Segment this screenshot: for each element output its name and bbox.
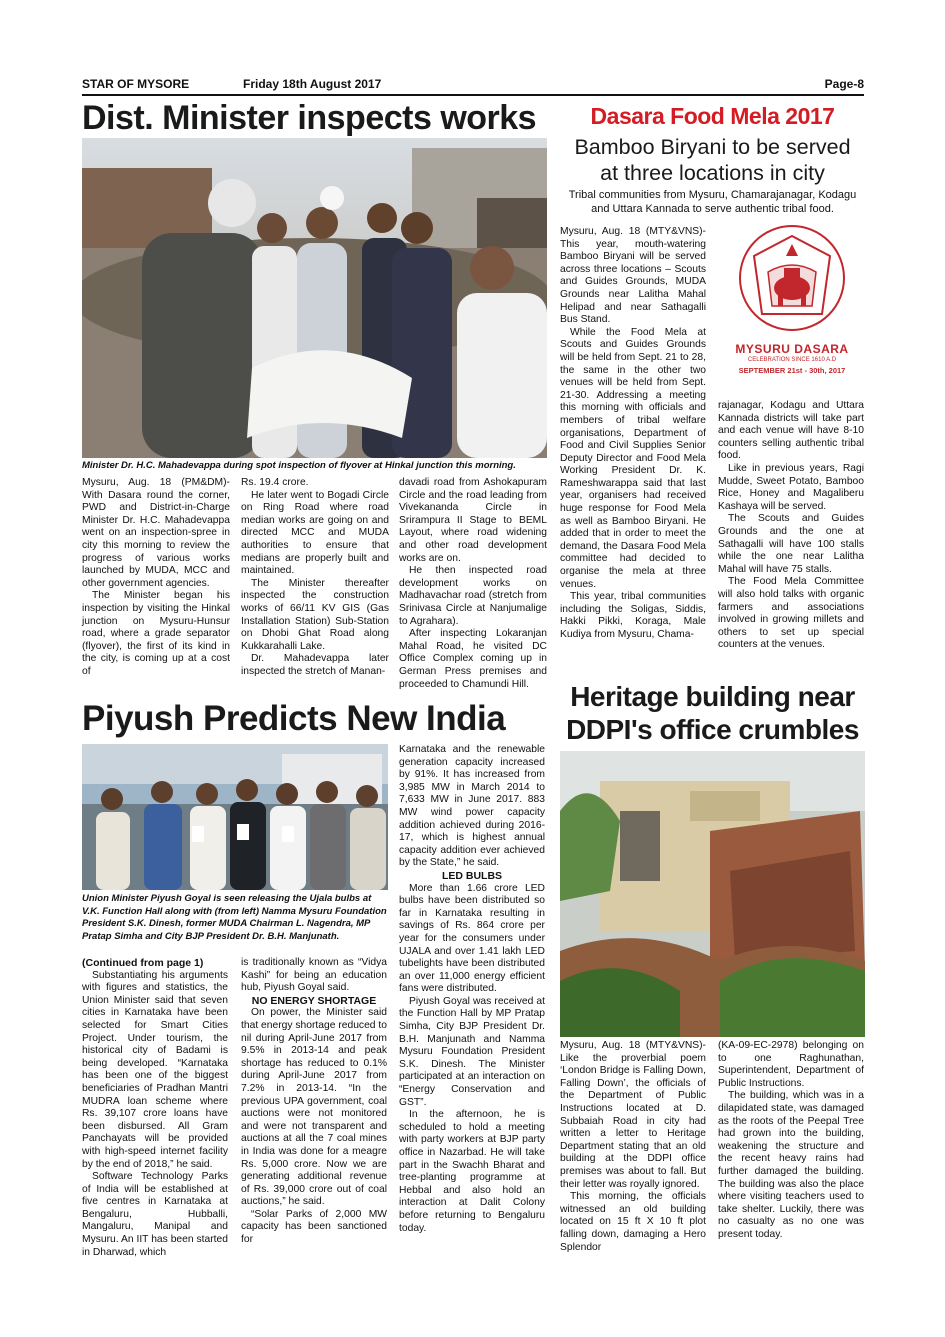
story3-headline: Piyush Predicts New India xyxy=(82,699,506,738)
subhead-led-bulbs: LED BULBS xyxy=(441,869,503,882)
story4-col1-para: Mysuru, Aug. 18 (MTY&VNS)- Like the proverbial poem ‘London Bridge is Falling Down, Falling Down’, the officials of the Department of Public Instructions located at D. Subbaiah Road in city had written a letter to Heritage Department stating that an old building at the DDPI office premises was about to fall. But their letter was royally ignored. xyxy=(560,1040,706,1190)
story1-col2-para: Dr. Mahadevappa later inspected the stretch of Manan- xyxy=(241,653,389,677)
story4-col1-para: This morning, the officials witnessed an old building located on 15 ft X 10 ft plot falling down, damaging a Hero Splendor xyxy=(560,1191,706,1253)
story2-headline-line1: Bamboo Biryani to be served xyxy=(574,135,851,159)
page-number: Page-8 xyxy=(824,77,864,91)
story3-column-1 xyxy=(82,957,228,1259)
continued-note: (Continued from page 1) xyxy=(82,957,204,969)
story4-col2-para: (KA-09-EC-2978) belonging on to one Raghunathan, Superintendent, Department of Public Instructions. xyxy=(718,1040,864,1089)
logo-since: CELEBRATION SINCE 1610 A.D xyxy=(747,357,837,363)
story4-headline-line1: Heritage building near xyxy=(570,681,855,712)
subhead-no-energy-shortage: NO ENERGY SHORTAGE xyxy=(251,994,377,1007)
food-mela-kicker: Dasara Food Mela 2017 xyxy=(590,103,835,129)
story2-col1-para: While the Food Mela at Scouts and Guides Grounds will be held from Sept. 21 to 28, the same in the other two venues will be held from Sept. 21-30. Addressing a meeting this morning with officials and members of tribal welfare organisations, Department of Food and Civil Supplies Senior Deputy Director and Food Mela Working President Dr. K. Rameshwarappa said that last year, organisers had received huge response for Food Mela as well as Bamboo Biryani. He added that in order to meet the demand, the Dasara Food Mela committee had decided to organise the mela at three venues. xyxy=(560,326,706,590)
story1-column-2 xyxy=(241,477,389,679)
story3-col3-para: Piyush Goyal was received at the Function Hall by MP Pratap Simha, City BJP President Dr. B.H. Manjunath and Namma Mysuru Foundation President S.K. Dinesh. The Minister participated at an interaction on “Energy Conservation and GST”. xyxy=(399,995,545,1108)
story1-column-1 xyxy=(82,477,230,679)
story4-col2-para: The building, which was in a dilapidated state, was damaged as the roots of the Peepal Tree had grown into the building, weakening the structure and the recent heavy rains had further damaged the building. The building was also the place where visiting teachers used to take shelter. Luckily, there was no casualty as no one was present today. xyxy=(718,1090,864,1240)
story3-col2-para: is traditionally known as “Vidya Kashi” for being an education hub, Piyush Goyal said. xyxy=(241,957,387,994)
story1-col1-para: Mysuru, Aug. 18 (PM&DM)- With Dasara round the corner, PWD and District-in-Charge Minister Dr. H.C. Mahadevappa went on an inspection-spree in city this morning to review the progress of various works launched by MUDA, MCC and other government agencies. xyxy=(82,477,230,589)
paper-name: STAR OF MYSORE xyxy=(82,77,190,91)
story3-column-2 xyxy=(241,957,387,1247)
story1-col3-para: After inspecting Lokaranjan Mahal Road, he visited DC Office Complex coming up in German Press premises and proceeded to Chamundi Hill. xyxy=(399,628,547,690)
story4-headline-line2: DDPI's office crumbles xyxy=(566,714,859,745)
story3-col2-para: On power, the Minister said that energy shortage reduced to nil during April-June 2017 from 9.5% in 2013-14 and peak shortage has reduced to 0.1% during April-June 2017 from 7.2% in 2013-14. “In the previous UPA government, coal auctions were not monitored and were not transparent and auctions at all the 7 coal mines in India was done for a meagre Rs. 5,000 crore. Now we are generating additional revenue of Rs. 39,000 crore out of coal auctions,” he said. xyxy=(241,1007,387,1208)
story4-column-2 xyxy=(718,1040,864,1242)
story2-headline-line2: at three locations in city xyxy=(600,161,825,185)
logo-title: MYSURU DASARA xyxy=(735,342,849,356)
story1-col3-para: davadi road from Ashokapuram Circle and the road leading from Vivekananda Circle in Srirampura II Stage to BEML Layout, where road widening and other road development works are on. xyxy=(399,477,547,564)
story2-deck: Tribal communities from Mysuru, Chamarajanagar, Kodagu and Uttara Kannada to serve authentic tribal food. xyxy=(568,189,857,215)
story3-col3-para: More than 1.66 crore LED bulbs have been distributed so far in Karnataka resulting in savings of Rs. 864 crore per year for the consumers under UJALA and over 1.41 lakh LED tubelights have been distributed an over 11,000 energy efficient fans were distributed. xyxy=(399,882,545,995)
issue-date: Friday 18th August 2017 xyxy=(243,77,382,91)
story3-caption: Union Minister Piyush Goyal is seen releasing the Ujala bulbs at V.K. Function Hall along with (from left) Namma Mysuru Foundation President S.K. Dinesh, former MUDA Chairman L. Nagendra, MP Pratap Simha and City BJP President Dr. B.H. Manjunath. xyxy=(82,893,387,942)
story2-column-2 xyxy=(718,400,864,652)
story4-column-1 xyxy=(560,1040,706,1254)
piyush-goyal-photo xyxy=(82,744,388,890)
story3-col1-para: Software Technology Parks of India will be established at five centres in Karnataka at Bengaluru, Hubballi, Mangaluru, Manipal and Mysuru. An IIT has been started in Dharwad, which xyxy=(82,1171,228,1258)
story2-col1-para: This year, tribal communities including the Soligas, Siddis, Hakki Pikki, Koraga, Male Kudiya from Mysuru, Chama- xyxy=(560,591,706,640)
story1-caption: Minister Dr. H.C. Mahadevappa during spot inspection of flyover at Hinkal junction this morning. xyxy=(82,460,516,471)
story1-col2-para: The Minister thereafter inspected the construction works of 66/11 KV GIS (Gas Installation Station) Sub-Station on Dhobi Ghat Road along Kukkarahalli Lake. xyxy=(241,577,389,652)
story3-col1-para: Substantiating his arguments with figures and statistics, the Union Minister said that seven cities in Karnataka have been selected for Smart Cities Project. Under tourism, the historical city of Badami is being developed. “Karnataka has been one of the biggest beneficiaries of Pradhan Mantri MUDRA loan scheme where Rs. 39,107 crore loans have been disbursed. All Gram Panchayats will be provided with high-speed internet facility by the end of 2018,” he said. xyxy=(82,969,228,1170)
story1-headline: Dist. Minister inspects works xyxy=(82,99,537,137)
masthead-rule xyxy=(82,94,864,96)
story2-col2-para: The Scouts and Guides Grounds and the one at Sathagalli will have 100 stalls while the one near Lalitha Mahal will have 75 stalls. xyxy=(718,513,864,575)
story2-col2-para: Like in previous years, Ragi Mudde, Sweet Potato, Bamboo Rice, Honey and Magaliberu Kashaya will be served. xyxy=(718,462,864,512)
story3-col2-para: “Solar Parks of 2,000 MW capacity has been sanctioned for xyxy=(241,1208,387,1246)
story3-col3-para: Karnataka and the renewable generation capacity increased by 91%. It has increased from 3,985 MW in March 2014 to 7,633 MW in June 2017. 883 MW wind power capacity addition achieved during 2016-17, which is highest annual capacity addition ever achieved by the State,” he said. xyxy=(399,744,545,869)
story1-col2-para: He later went to Bogadi Circle on Ring Road where road median works are going on and directed MCC and MUDA authorities to ensure that medians are properly built and maintained. xyxy=(241,489,389,577)
mysuru-dasara-logo xyxy=(718,222,866,390)
story2-col2-para: rajanagar, Kodagu and Uttara Kannada districts will take part and each venue will have 8-10 counters selling authentic tribal food. xyxy=(718,400,864,462)
story1-col1-para: The Minister began his inspection by visiting the Hinkal junction on Mysuru-Hunsur road, where a grade separator (flyover), the first of its kind in the city, is coming up at a cost of xyxy=(82,590,230,677)
story1-col2-para: Rs. 19.4 crore. xyxy=(241,477,309,488)
minister-inspection-photo xyxy=(82,138,547,458)
logo-dates: SEPTEMBER 21st - 30th, 2017 xyxy=(738,366,846,375)
story2-column-1 xyxy=(560,226,706,642)
story1-column-3 xyxy=(399,477,547,691)
story3-column-3 xyxy=(399,744,545,1235)
story1-col3-para: He then inspected road development works on Madhavachar road (stretch from Srinivasa Circle at Nanjumalige to Agrahara). xyxy=(399,565,547,627)
story2-col1-para: Mysuru, Aug. 18 (MTY&VNS)- This year, mouth-watering Bamboo Biryani will be served across three locations – Scouts and Guides Grounds, MUDA Grounds near Lalitha Mahal Helipad and near Sathagalli Bus Stand. xyxy=(560,226,706,326)
crumbling-building-photo xyxy=(560,751,865,1037)
story3-col3-para: In the afternoon, he is scheduled to hold a meeting with party workers at BJP party office in Nazarbad. He will take part in the Swachh Bharat and tree-planting programme at Hebbal and also hold an interaction at Dalit Colony before returning to Bengaluru today. xyxy=(399,1109,545,1234)
story2-col2-para: The Food Mela Committee will also hold talks with organic farmers and associations involved in growing millets and others to set up special counters at the venues. xyxy=(718,576,864,651)
